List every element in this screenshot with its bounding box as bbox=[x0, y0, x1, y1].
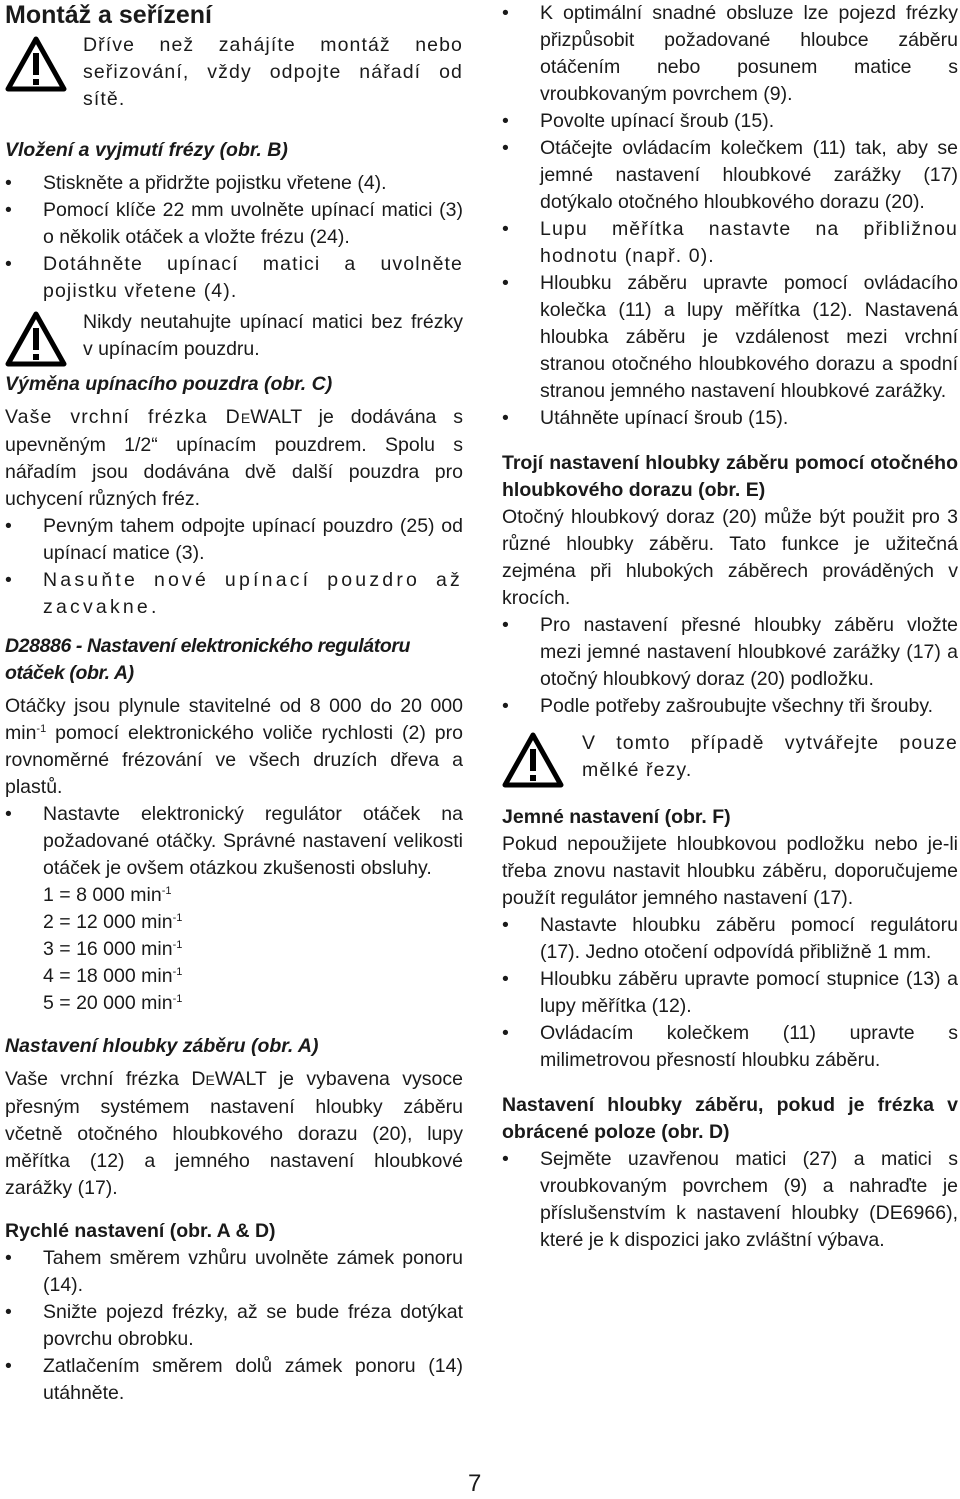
list-item: • Otáčejte ovládacím kolečkem (11) tak, aby se jemné nastavení hloubkové zarážky (17) dotýkalo otočného hloubkového dorazu (20). bbox=[502, 135, 958, 216]
warning-text-triple: V tomto případě vytvářejte pouze mělké řezy. bbox=[582, 732, 958, 781]
warning-icon bbox=[502, 732, 564, 788]
list-item: • Nastavte elektronický regulátor otáček na požadované otáčky. Správné nastavení velikosti otáček je ovšem otázkou zkušenosti obsluhy. bbox=[5, 801, 463, 882]
speed-list bbox=[5, 801, 463, 882]
quick-continued-list bbox=[502, 0, 958, 432]
depth-text: Vaše vrchní frézka DEWALT je vybavena vysoce přesným systémem nastavení hloubky záběru včetně otočného hloubkového dorazu (20), lupy měřítka (12) a jemného nastavení hloubkové zarážky (17). bbox=[5, 1068, 463, 1199]
collet-heading: Výměna upínacího pouzdra (obr. C) bbox=[5, 373, 333, 395]
list-item: • Zatlačením směrem dolů zámek ponoru (14) utáhněte. bbox=[5, 1353, 463, 1407]
list-item: • Pro nastavení přesné hloubky záběru vložte mezi jemné nastavení hloubkové zarážky (17) a otočný hloubkový doraz (20) podložku. bbox=[502, 612, 958, 693]
left-column bbox=[5, 0, 463, 1407]
triple-list bbox=[502, 612, 958, 720]
speed-setting: 3 = 16 000 $\min^{-1}$ bbox=[43, 938, 183, 960]
speed-intro: Otáčky jsou plynule stavitelné od 8 000 do 20 000 $\min^{-1}$ pomocí elektronického voliče rychlosti (2) pro rovnoměrné frézování ve všech druzích dřeva a plastů. bbox=[5, 695, 463, 798]
speed-setting: 4 = 18 000 $\min^{-1}$ bbox=[43, 965, 183, 987]
warning-icon bbox=[5, 36, 67, 92]
list-item: • Tahem směrem vzhůru uvolněte zámek ponoru (14). bbox=[5, 1245, 463, 1299]
list-item: • Podle potřeby zašroubujte všechny tři šrouby. bbox=[502, 693, 958, 720]
list-item: • K optimální snadné obsluze lze pojezd frézky přizpůsobit požadované hloubce záběru otáčením nebo posunem matice s vroubkovaným povrchem (9). bbox=[502, 0, 958, 108]
speed-heading: D28886 - Nastavení elektronického regulátoru otáček (obr. A) bbox=[5, 635, 411, 684]
right-column bbox=[502, 0, 958, 1254]
warning-block-top bbox=[5, 32, 463, 113]
warning-block-triple bbox=[502, 730, 958, 788]
speed-setting: 1 = 8 000 $\min^{-1}$ bbox=[43, 884, 172, 906]
fine-list bbox=[502, 912, 958, 1074]
warning-icon bbox=[5, 311, 67, 367]
fine-intro: Pokud nepoužijete hloubkovou podložku nebo je-li třeba znovu nastavit hloubku záběru, doporučujeme použít regulátor jemného nastavení (17). bbox=[502, 833, 958, 909]
speed-setting: 2 = 12 000 $\min^{-1}$ bbox=[43, 911, 183, 933]
insert-bit-heading: Vložení a vyjmutí frézy (obr. B) bbox=[5, 139, 288, 161]
quick-heading: Rychlé nastavení (obr. A & D) bbox=[5, 1220, 276, 1242]
quick-list bbox=[5, 1245, 463, 1407]
list-item: • Sejměte uzavřenou matici (27) a matici s vroubkovaným povrchem (9) a nahraďte je příslušenstvím k nastavení hloubky (DE6966), které je k dispozici jako zvláštní výbava. bbox=[502, 1146, 958, 1254]
list-item: • Nastavte hloubku záběru pomocí regulátoru (17). Jedno otočení odpovídá přibližně 1 mm. bbox=[502, 912, 958, 966]
list-item: • Snižte pojezd frézky, až se bude fréza dotýkat povrchu obrobku. bbox=[5, 1299, 463, 1353]
warning-text-top: Dříve než zahájíte montáž nebo seřizování, vždy odpojte nářadí od sítě. bbox=[83, 34, 463, 110]
inverted-list bbox=[502, 1146, 958, 1254]
list-item: • Stiskněte a přidržte pojistku vřetene (4). bbox=[5, 170, 463, 197]
triple-heading: Trojí nastavení hloubky záběru pomocí otočného hloubkového dorazu (obr. E) bbox=[502, 452, 958, 501]
list-item: • Nasuňte nové upínací pouzdro až zacvakne. bbox=[5, 567, 463, 621]
warning-text-bit: Nikdy neutahujte upínací matici bez frézky v upínacím pouzdru. bbox=[83, 311, 463, 360]
speed-setting: 5 = 20 000 $\min^{-1}$ bbox=[43, 992, 183, 1014]
collet-intro: Vaše vrchní frézka DEWALT je dodávána s upevněným 1/2“ upínacím pouzdrem. Spolu s nářadím jsou dodávána dvě další pouzdra pro uchycení různých fréz. bbox=[5, 406, 463, 510]
inverted-heading: Nastavení hloubky záběru, pokud je frézka v obrácené poloze (obr. D) bbox=[502, 1094, 958, 1143]
collet-list bbox=[5, 513, 463, 621]
warning-block-bit bbox=[5, 309, 463, 367]
list-item: • Hloubku záběru upravte pomocí stupnice (13) a lupy měřítka (12). bbox=[502, 966, 958, 1020]
triple-intro: Otočný hloubkový doraz (20) může být použit pro 3 různé hloubky záběru. Tato funkce je užitečná zejména při hlubokých záběrech prováděných v krocích. bbox=[502, 506, 958, 609]
list-item: • Utáhněte upínací šroub (15). bbox=[502, 405, 958, 432]
list-item: • Hloubku záběru upravte pomocí ovládacího kolečka (11) a lupy měřítka (12). Nastavená hloubka záběru je vzdálenost mezi vrchní stranou otočného hloubkového dorazu a spodní stranou jemného nastavení hloubkové zarážky. bbox=[502, 270, 958, 405]
list-item: • Lupu měřítka nastavte na přibližnou hodnotu (např. 0). bbox=[502, 216, 958, 270]
depth-heading: Nastavení hloubky záběru (obr. A) bbox=[5, 1035, 319, 1057]
list-item: • Pomocí klíče 22 mm uvolněte upínací matici (3) o několik otáček a vložte frézu (24). bbox=[5, 197, 463, 251]
section-title: Montáž a seřízení bbox=[5, 1, 212, 29]
speed-settings bbox=[5, 882, 463, 1017]
insert-bit-list bbox=[5, 170, 463, 305]
list-item: • Ovládacím kolečkem (11) upravte s milimetrovou přesností hloubku záběru. bbox=[502, 1020, 958, 1074]
page-number: 7 bbox=[468, 1470, 482, 1497]
list-item: • Dotáhněte upínací matici a uvolněte pojistku vřetene (4). bbox=[5, 251, 463, 305]
list-item: • Pevným tahem odpojte upínací pouzdro (25) od upínací matice (3). bbox=[5, 513, 463, 567]
list-item: • Povolte upínací šroub (15). bbox=[502, 108, 958, 135]
fine-heading: Jemné nastavení (obr. F) bbox=[502, 806, 731, 828]
